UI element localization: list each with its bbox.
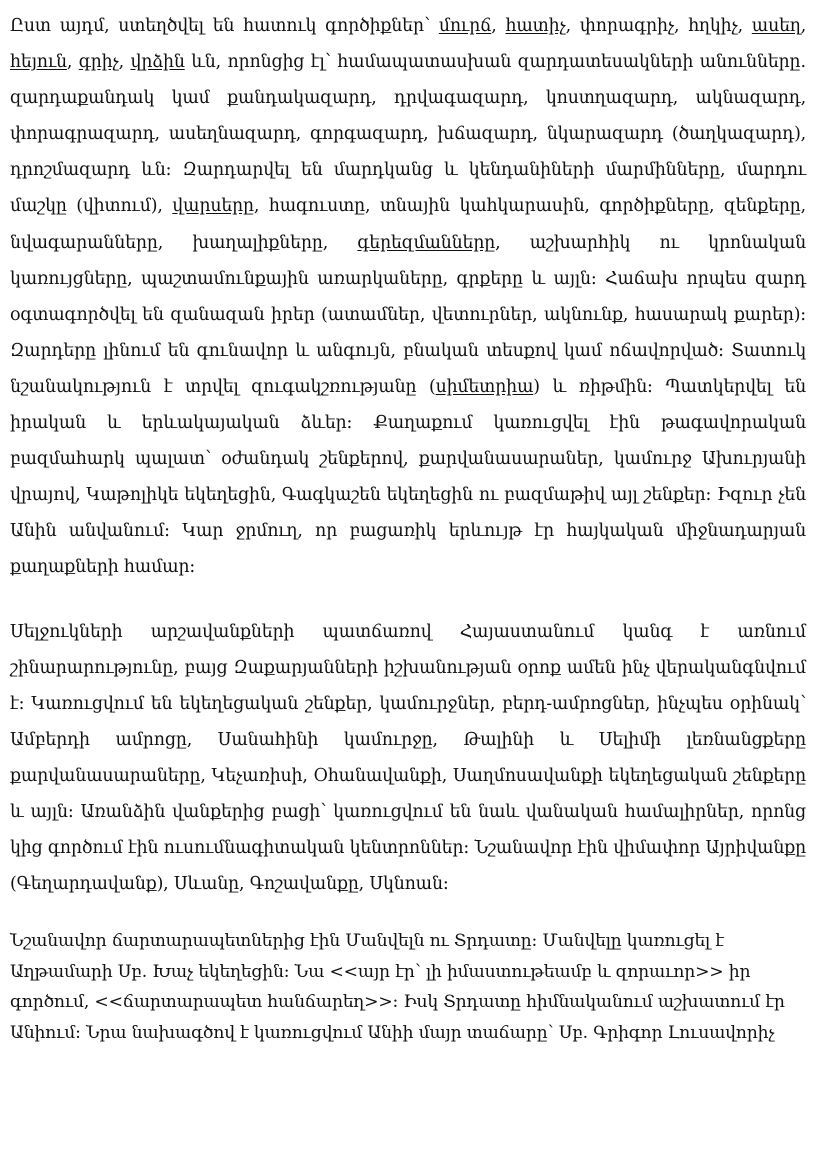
term-link[interactable]: հեյուն — [10, 52, 67, 73]
text-run: , — [800, 16, 807, 36]
term-link[interactable]: գրիչ — [78, 52, 119, 73]
term-link[interactable]: վրձին — [130, 52, 185, 73]
text-run: , փորագրիչ, հղկիչ, — [565, 16, 752, 36]
paragraph-seljuk-architecture — [10, 614, 806, 903]
text-run: Նշանավոր ճարտարապետներից էին Մանվելն ու Տրդատը։ Մանվելը կառուցել է Աղթամարի Սբ. Խաչ եկեղեցին։ Նա <<այր էր՝ լի իմաստութեամբ և զորաւոր>> իր գործում, <<ճարտարապետ հանճարեղ>>։ Իսկ Տրդատը հիմնականում աշխատում էր Անիում։ Նրա նախագծով է կառուցվում Անիի մայր տաճարը՝ Սբ. Գրիգոր Լուսավորիչ — [10, 931, 785, 1043]
text-run: , հագուստը, տնային կահկարասին, գործիքները, զենքերը, նվագարանները, խաղալիքները, — [10, 196, 806, 253]
term-link[interactable]: հատիչ — [505, 16, 566, 36]
paragraph-ornament-tools — [10, 8, 806, 586]
text-run: , — [118, 52, 131, 73]
text-run: Ըստ այդմ, ստեղծվել են հատուկ գործիքներ՝ — [10, 16, 439, 36]
term-link[interactable]: ասեղ — [751, 16, 801, 36]
text-run: Սելջուկների արշավանքների պատճառով Հայաստանում կանգ է առնում շինարարությունը, բայց Զաքարյանների իշխանության օրոք ամեն ինչ վերականգնվում է։ Կառուցվում են եկեղեցական շենքեր, կամուրջներ, բերդ-ամրոցներ, ինչպես օրինակ՝ Ամբերդի ամրոցը, Սանահինի կամուրջը, Թալինի և Սելիմի լեռնանցքերը քարվանասարաները, Կեչառիսի, Օհանավանքի, Սաղմոսավանքի եկեղեցական շենքերը և այլն։ Առանձին վանքերից բացի՝ կառուցվում են նաև վանական համալիրներ, որոնց կից գործում էին ուսումնագիտական կենտրոններ։ Նշանավոր էին վիմափոր Այրիվանքը (Գեղարդավանք), Սևանը, Գոշավանքը, Սկնոան։ — [10, 621, 806, 895]
text-run: , աշխարհիկ ու կրոնական կառույցները, պաշտամունքային առարկաները, գրքերը և այլն։ Հաճախ որպես զարդ օգտագործվել են զանազան իրեր (ատամներ, վետուրներ, ակնունք, հասարակ քարեր)։ Զարդերը լինում են գունավոր և անգույն, բնական տեսքով կամ ոճավորված։ Տատուկ նշանակություն է տրվել զուգակշռությանը ( — [10, 232, 806, 397]
term-link[interactable]: մուրճ — [438, 16, 492, 36]
term-link[interactable]: գերեզմանները — [357, 232, 496, 253]
text-run: , — [66, 52, 79, 73]
text-run: ևն, որոնցից էլ՝ համապատասխան զարդատեսակների անունները․ զարդաքանդակ կամ քանդակազարդ, դրվագազարդ, կոստղազարդ, ակնազարդ, փորագրազարդ, ասեղնազարդ, գորգազարդ, խճազարդ, նկարազարդ (ծաղկազարդ), դրոշմազարդ ևն։ Զարդարվել են մարդկանց և կենդանիների մարմինները, մարդու մաշկը (վիտում), — [10, 52, 807, 217]
term-link[interactable]: սիմետրիա — [435, 376, 534, 397]
text-run: , — [491, 16, 506, 36]
paragraph-architects — [10, 926, 806, 1048]
term-link[interactable]: վարսերը — [172, 196, 254, 217]
text-run: ) և ռիթմին։ Պատկերվել են իրական և երևակայական ձևեր։ Քաղաքում կառուցվել էին թագավորական բազմահարկ պալատ՝ օժանդակ շենքերով, քարվանասարաներ, կամուրջ Ախուրյանի վրայով, Կաթոլիկե եկեղեցին, Գագկաշեն եկեղեցին ու բազմաթիվ այլ շենքեր։ Իզուր չեն Անին անվանում։ Կար ջրմուղ, որ բացառիկ երևույթ էր հայկական միջնադարյան քաղաքների համար։ — [10, 376, 806, 578]
